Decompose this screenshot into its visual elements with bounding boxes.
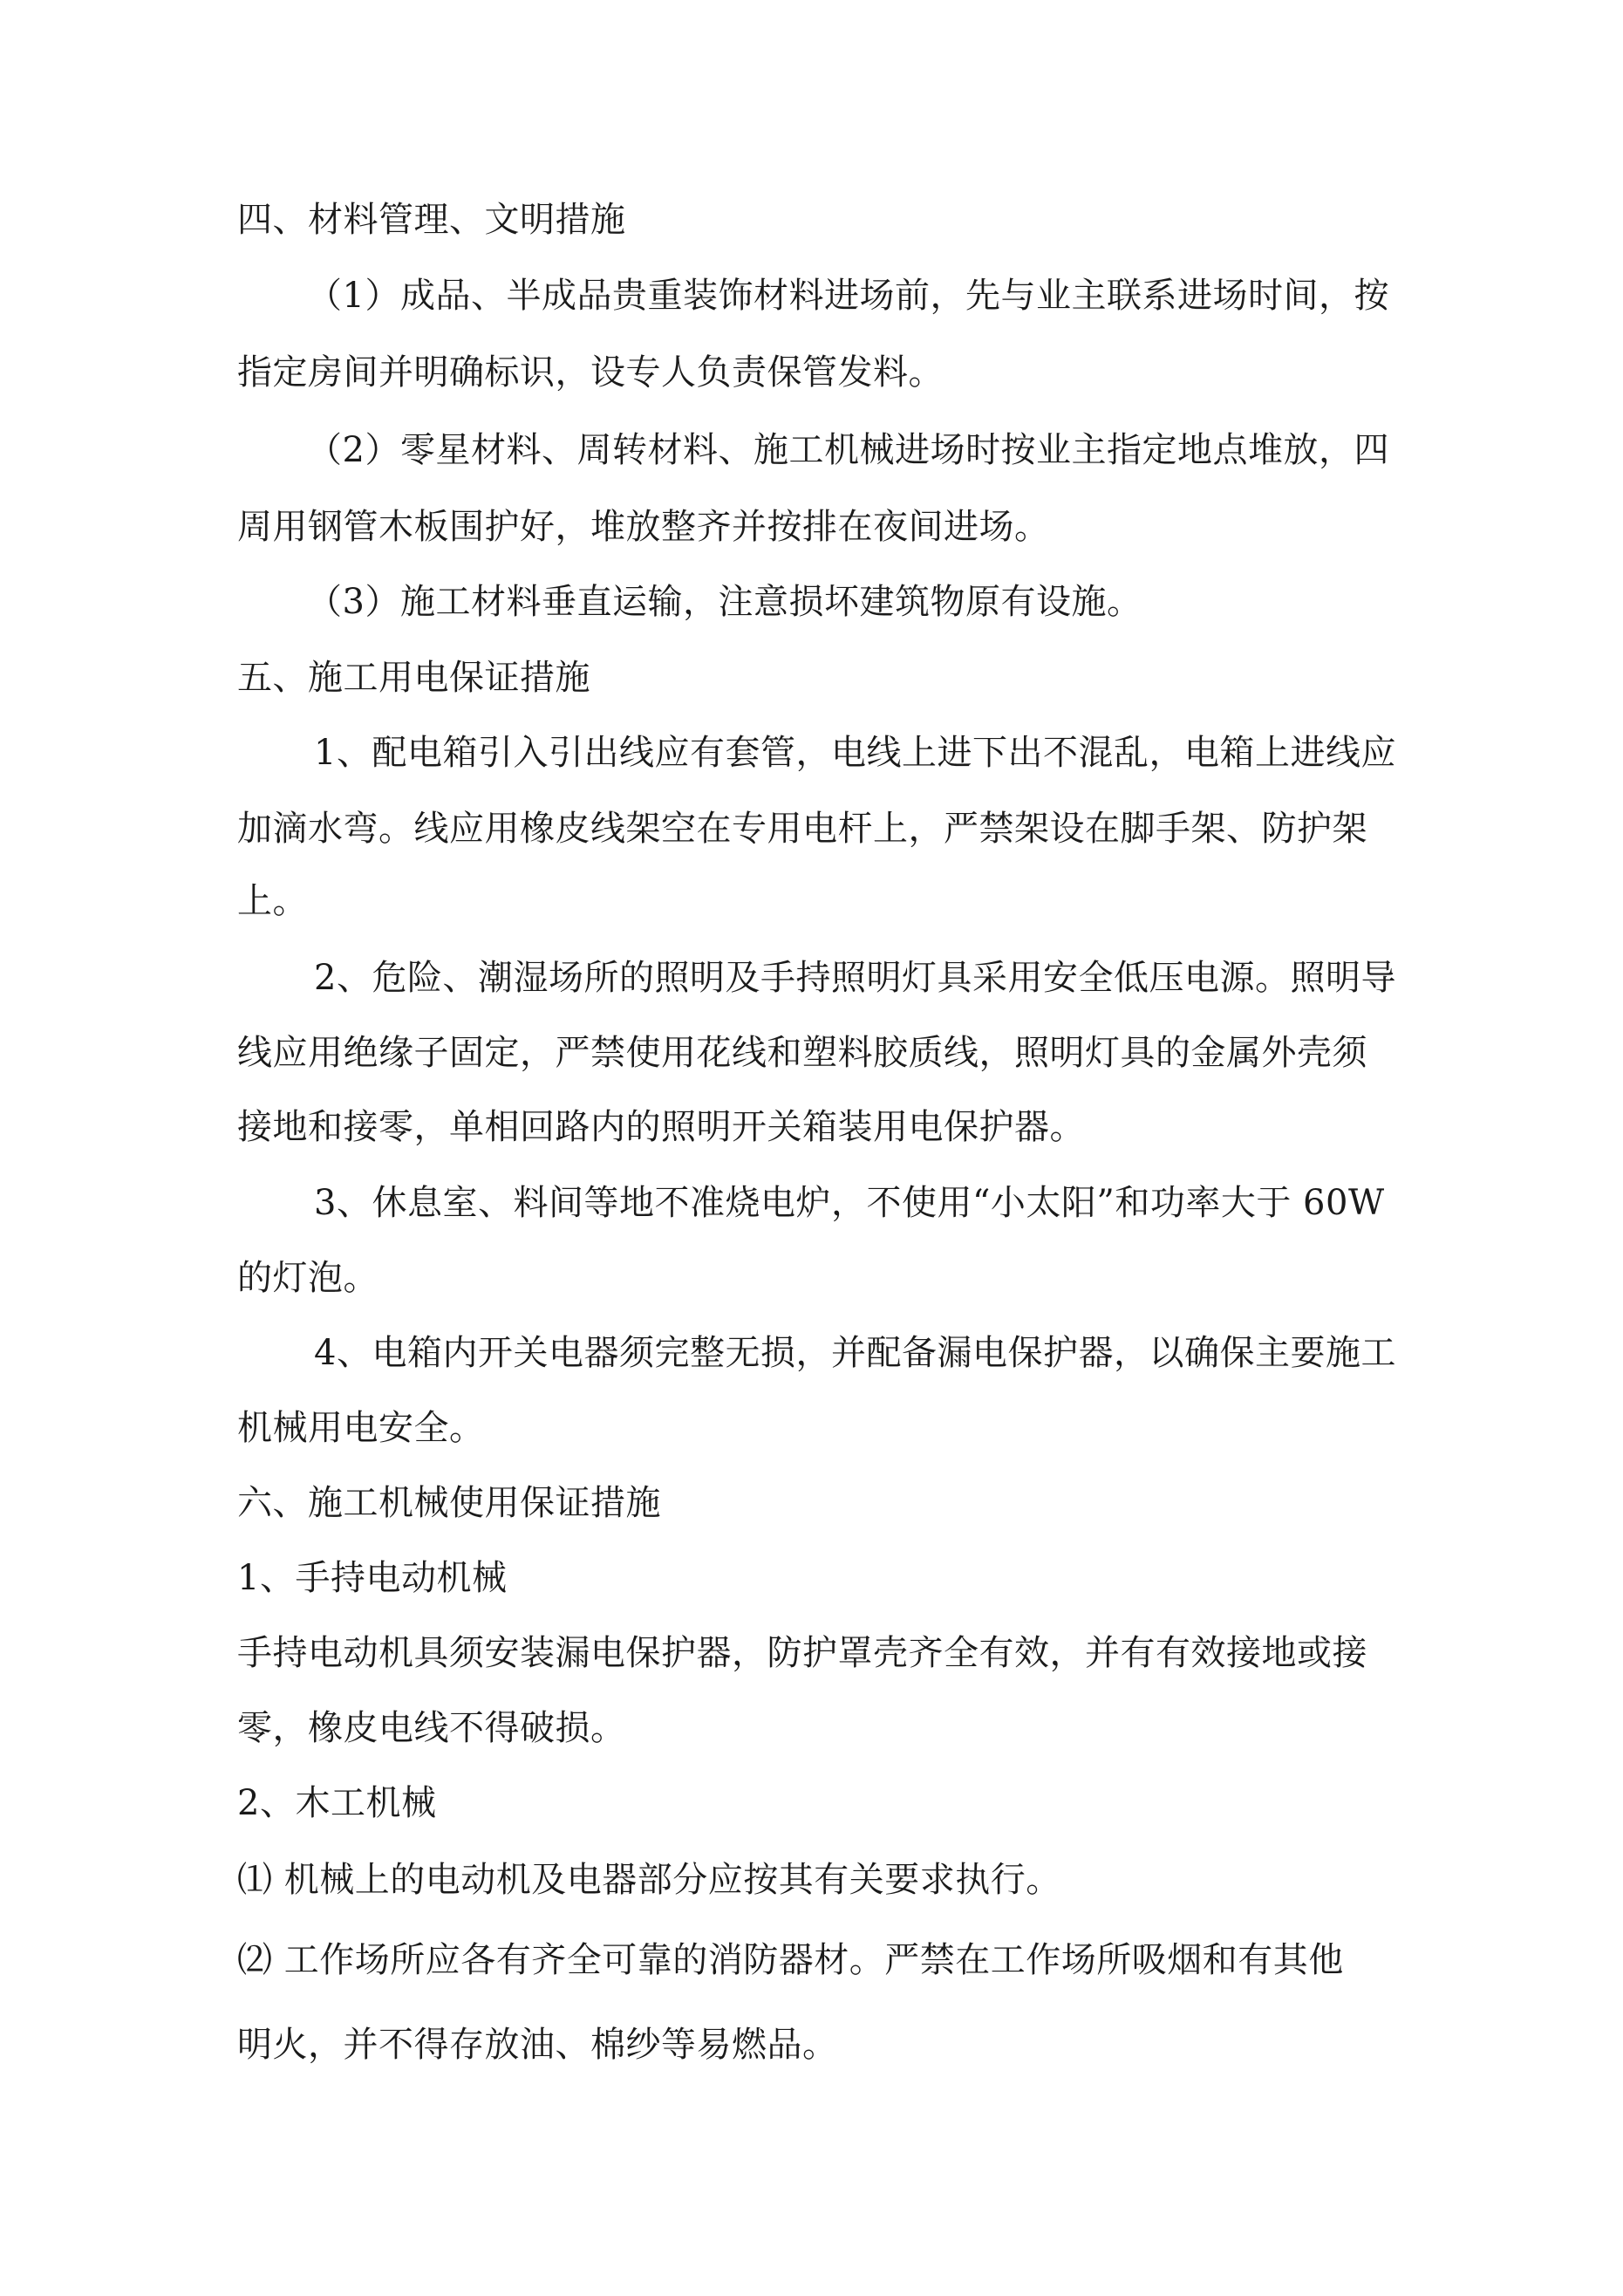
list-item: ⑵ 工作场所应各有齐全可靠的消防器材。严禁在工作场所吸烟和有其他 [237,1940,1344,1980]
paragraph-line: 3、休息室、料间等地不准烧电炉，不使用“小太阳”和功率大于 60W [314,1183,1385,1223]
paragraph-line: 指定房间并明确标识，设专人负责保管发料。 [237,352,944,393]
paragraph-line: 机械用电安全。 [237,1408,485,1448]
paragraph-line: （2）零星材料、周转材料、施工机械进场时按业主指定地点堆放，四 [307,430,1389,470]
section-heading: 五、施工用电保证措施 [237,658,590,698]
subsection-heading: 2、木工机械 [237,1783,437,1823]
section-heading: 四、材料管理、文明措施 [237,200,626,240]
paragraph-line: 接地和接零，单相回路内的照明开关箱装用电保护器。 [237,1107,1085,1147]
paragraph-line: 明火，并不得存放油、棉纱等易燃品。 [237,2025,838,2065]
paragraph-line: 手持电动机具须安装漏电保护器，防护罩壳齐全有效，并有有效接地或接 [237,1633,1367,1673]
paragraph-line: 1、配电箱引入引出线应有套管，电线上进下出不混乱，电箱上进线应 [314,733,1396,773]
paragraph-line: （3）施工材料垂直运输，注意损坏建筑物原有设施。 [307,582,1142,622]
paragraph-line: 周用钢管木板围护好，堆放整齐并按排在夜间进场。 [237,507,1050,547]
paragraph-line: 4、电箱内开关电器须完整无损，并配备漏电保护器，以确保主要施工 [314,1333,1396,1373]
paragraph-line: 加滴水弯。线应用橡皮线架空在专用电杆上，严禁架设在脚手架、防护架 [237,809,1367,849]
paragraph-line: （1）成品、半成品贵重装饰材料进场前，先与业主联系进场时间，按 [307,276,1389,316]
section-heading: 六、施工机械使用保证措施 [237,1483,661,1523]
paragraph-line: 2、危险、潮湿场所的照明及手持照明灯具采用安全低压电源。照明导 [314,958,1396,998]
list-item: ⑴ 机械上的电动机及电器部分应按其有关要求执行。 [237,1860,1061,1900]
paragraph-line: 上。 [237,881,308,921]
subsection-heading: 1、手持电动机械 [237,1558,508,1598]
paragraph-line: 零，橡皮电线不得破损。 [237,1708,626,1748]
paragraph-line: 线应用绝缘子固定，严禁使用花线和塑料胶质线，照明灯具的金属外壳须 [237,1033,1367,1073]
paragraph-line: 的灯泡。 [237,1258,378,1298]
